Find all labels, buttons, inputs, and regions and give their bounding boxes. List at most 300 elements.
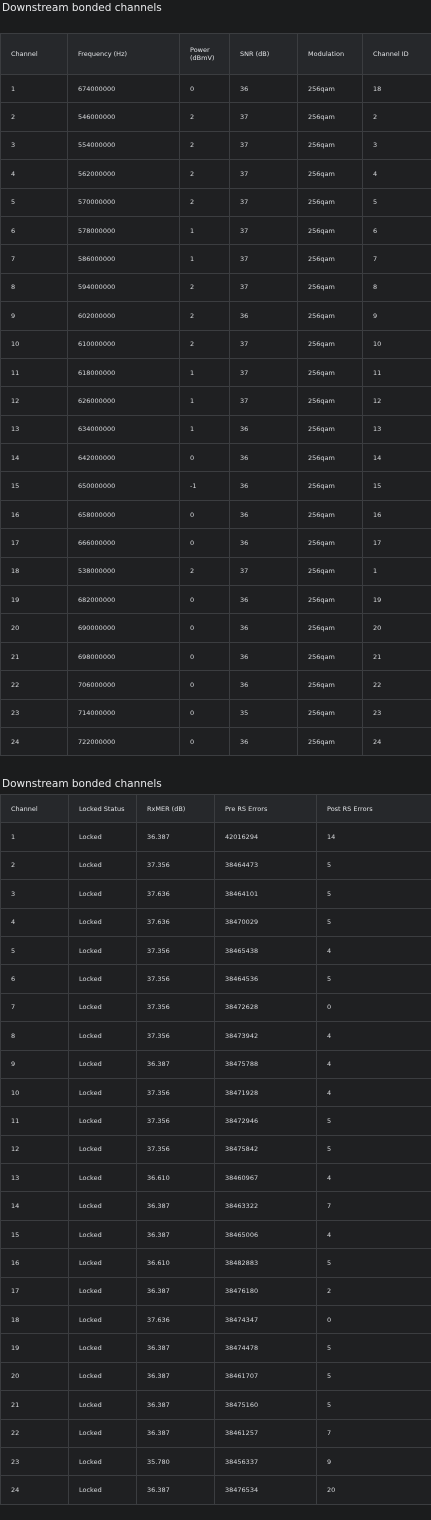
channel-cell: 5 — [1, 936, 69, 964]
modulation-cell: 256qam — [298, 103, 363, 131]
snr-cell: 36 — [230, 444, 298, 472]
snr-cell: 37 — [230, 245, 298, 273]
table-row — [1, 444, 431, 472]
post-rs-errors-cell: 5 — [317, 908, 431, 936]
channel-cell: 8 — [1, 273, 68, 301]
frequency-cell: 610000000 — [68, 330, 180, 358]
power-cell: 0 — [180, 642, 230, 670]
column-header-rxmer: RxMER (dB) — [137, 795, 215, 823]
pre-rs-errors-cell: 38464473 — [215, 851, 317, 879]
channel-id-cell: 5 — [363, 188, 431, 216]
channel-id-cell: 3 — [363, 131, 431, 159]
channel-cell: 17 — [1, 1277, 69, 1305]
modulation-cell: 256qam — [298, 330, 363, 358]
frequency-cell: 658000000 — [68, 500, 180, 528]
frequency-cell: 554000000 — [68, 131, 180, 159]
power-cell: 0 — [180, 529, 230, 557]
snr-cell: 37 — [230, 273, 298, 301]
channel-id-cell: 18 — [363, 75, 431, 103]
frequency-cell: 642000000 — [68, 444, 180, 472]
power-cell: 1 — [180, 415, 230, 443]
pre-rs-errors-cell: 38470029 — [215, 908, 317, 936]
snr-cell: 37 — [230, 358, 298, 386]
modulation-cell: 256qam — [298, 387, 363, 415]
channel-cell: 4 — [1, 160, 68, 188]
snr-cell: 37 — [230, 557, 298, 585]
channel-cell: 2 — [1, 103, 68, 131]
column-header-pre-rs-errors: Pre RS Errors — [215, 795, 317, 823]
post-rs-errors-cell: 20 — [317, 1476, 431, 1504]
channel-id-cell: 22 — [363, 671, 431, 699]
pre-rs-errors-cell: 38460967 — [215, 1164, 317, 1192]
downstream-status-section-title: Downstream bonded channels — [2, 778, 162, 791]
modulation-cell: 256qam — [298, 358, 363, 386]
frequency-cell: 674000000 — [68, 75, 180, 103]
modulation-cell: 256qam — [298, 273, 363, 301]
channel-cell: 2 — [1, 851, 69, 879]
power-cell: 0 — [180, 727, 230, 755]
locked-status-cell: Locked — [69, 993, 137, 1021]
locked-status-cell: Locked — [69, 851, 137, 879]
channel-cell: 21 — [1, 1391, 69, 1419]
snr-cell: 37 — [230, 188, 298, 216]
rxmer-cell: 36.387 — [137, 1050, 215, 1078]
post-rs-errors-cell: 5 — [317, 851, 431, 879]
channel-cell: 14 — [1, 444, 68, 472]
channel-cell: 1 — [1, 75, 68, 103]
power-cell: 0 — [180, 614, 230, 642]
frequency-cell: 626000000 — [68, 387, 180, 415]
column-header-power-label: Power (dBmV) — [190, 46, 215, 62]
table-row — [1, 823, 431, 851]
table-row — [1, 1391, 431, 1419]
power-cell: 2 — [180, 160, 230, 188]
channel-cell: 21 — [1, 642, 68, 670]
channel-cell: 24 — [1, 1476, 69, 1504]
snr-cell: 35 — [230, 699, 298, 727]
channel-id-cell: 16 — [363, 500, 431, 528]
channel-id-cell: 1 — [363, 557, 431, 585]
pre-rs-errors-cell: 38475842 — [215, 1135, 317, 1163]
table-row — [1, 1249, 431, 1277]
locked-status-cell: Locked — [69, 1362, 137, 1390]
post-rs-errors-cell: 9 — [317, 1447, 431, 1475]
channel-cell: 19 — [1, 586, 68, 614]
frequency-cell: 578000000 — [68, 216, 180, 244]
rxmer-cell: 37.636 — [137, 1306, 215, 1334]
rxmer-cell: 36.387 — [137, 1192, 215, 1220]
table-row — [1, 1107, 431, 1135]
rxmer-cell: 37.356 — [137, 993, 215, 1021]
frequency-cell: 650000000 — [68, 472, 180, 500]
pre-rs-errors-cell: 38482883 — [215, 1249, 317, 1277]
locked-status-cell: Locked — [69, 1447, 137, 1475]
power-cell: 2 — [180, 330, 230, 358]
channel-cell: 16 — [1, 500, 68, 528]
channel-cell: 23 — [1, 1447, 69, 1475]
rxmer-cell: 37.356 — [137, 1022, 215, 1050]
channel-cell: 13 — [1, 1164, 69, 1192]
channel-cell: 19 — [1, 1334, 69, 1362]
modulation-cell: 256qam — [298, 614, 363, 642]
pre-rs-errors-cell: 38465006 — [215, 1220, 317, 1248]
post-rs-errors-cell: 5 — [317, 1391, 431, 1419]
channel-id-cell: 19 — [363, 586, 431, 614]
post-rs-errors-cell: 0 — [317, 1306, 431, 1334]
post-rs-errors-cell: 4 — [317, 1050, 431, 1078]
snr-cell: 36 — [230, 671, 298, 699]
rxmer-cell: 37.356 — [137, 1107, 215, 1135]
table-row — [1, 614, 431, 642]
channel-cell: 4 — [1, 908, 69, 936]
channel-cell: 12 — [1, 1135, 69, 1163]
locked-status-cell: Locked — [69, 1391, 137, 1419]
modulation-cell: 256qam — [298, 671, 363, 699]
modulation-cell: 256qam — [298, 586, 363, 614]
frequency-cell: 682000000 — [68, 586, 180, 614]
downstream-channels-table — [0, 33, 431, 756]
channel-cell: 7 — [1, 993, 69, 1021]
channel-cell: 13 — [1, 415, 68, 443]
post-rs-errors-cell: 5 — [317, 1107, 431, 1135]
locked-status-cell: Locked — [69, 936, 137, 964]
modulation-cell: 256qam — [298, 188, 363, 216]
column-header-frequency: Frequency (Hz) — [68, 34, 180, 75]
table-row — [1, 1220, 431, 1248]
locked-status-cell: Locked — [69, 1220, 137, 1248]
locked-status-cell: Locked — [69, 1334, 137, 1362]
channel-id-cell: 15 — [363, 472, 431, 500]
table-row — [1, 1022, 431, 1050]
channel-id-cell: 8 — [363, 273, 431, 301]
table-row — [1, 330, 431, 358]
table-row — [1, 529, 431, 557]
table-row — [1, 908, 431, 936]
locked-status-cell: Locked — [69, 1107, 137, 1135]
locked-status-cell: Locked — [69, 1277, 137, 1305]
channel-cell: 20 — [1, 1362, 69, 1390]
table-row — [1, 387, 431, 415]
post-rs-errors-cell: 7 — [317, 1192, 431, 1220]
table-row — [1, 557, 431, 585]
channel-cell: 18 — [1, 557, 68, 585]
channel-cell: 10 — [1, 1078, 69, 1106]
channel-cell: 16 — [1, 1249, 69, 1277]
locked-status-cell: Locked — [69, 880, 137, 908]
locked-status-cell: Locked — [69, 1135, 137, 1163]
frequency-cell: 634000000 — [68, 415, 180, 443]
channel-id-cell: 4 — [363, 160, 431, 188]
snr-cell: 37 — [230, 103, 298, 131]
pre-rs-errors-cell: 38464536 — [215, 965, 317, 993]
channel-id-cell: 10 — [363, 330, 431, 358]
post-rs-errors-cell: 5 — [317, 1362, 431, 1390]
modulation-cell: 256qam — [298, 500, 363, 528]
table-row — [1, 965, 431, 993]
channel-id-cell: 6 — [363, 216, 431, 244]
locked-status-cell: Locked — [69, 1306, 137, 1334]
power-cell: 0 — [180, 444, 230, 472]
power-cell: 0 — [180, 75, 230, 103]
modulation-cell: 256qam — [298, 699, 363, 727]
snr-cell: 37 — [230, 330, 298, 358]
frequency-cell: 706000000 — [68, 671, 180, 699]
pre-rs-errors-cell: 38476534 — [215, 1476, 317, 1504]
table-row — [1, 1078, 431, 1106]
channel-cell: 9 — [1, 302, 68, 330]
rxmer-cell: 37.356 — [137, 965, 215, 993]
column-header-channel: Channel — [1, 795, 69, 823]
rxmer-cell: 37.356 — [137, 936, 215, 964]
downstream-section-title: Downstream bonded channels — [2, 2, 162, 14]
downstream-status-table — [0, 794, 431, 1504]
channel-cell: 7 — [1, 245, 68, 273]
table-row — [1, 880, 431, 908]
rxmer-cell: 36.387 — [137, 1220, 215, 1248]
frequency-cell: 602000000 — [68, 302, 180, 330]
table-row — [1, 188, 431, 216]
power-cell: 0 — [180, 500, 230, 528]
table-row — [1, 1277, 431, 1305]
table-row — [1, 1135, 431, 1163]
table-row — [1, 1334, 431, 1362]
channel-cell: 1 — [1, 823, 69, 851]
power-cell: -1 — [180, 472, 230, 500]
snr-cell: 37 — [230, 131, 298, 159]
column-header-post-rs-errors: Post RS Errors — [317, 795, 431, 823]
table-row — [1, 358, 431, 386]
channel-id-cell: 17 — [363, 529, 431, 557]
channel-cell: 3 — [1, 880, 69, 908]
table-row — [1, 1476, 431, 1504]
locked-status-cell: Locked — [69, 1050, 137, 1078]
channel-cell: 6 — [1, 216, 68, 244]
frequency-cell: 714000000 — [68, 699, 180, 727]
rxmer-cell: 36.387 — [137, 1476, 215, 1504]
pre-rs-errors-cell: 38475160 — [215, 1391, 317, 1419]
locked-status-cell: Locked — [69, 1192, 137, 1220]
channel-cell: 20 — [1, 614, 68, 642]
channel-id-cell: 20 — [363, 614, 431, 642]
rxmer-cell: 37.356 — [137, 1135, 215, 1163]
channel-cell: 6 — [1, 965, 69, 993]
locked-status-cell: Locked — [69, 1022, 137, 1050]
table-row — [1, 1419, 431, 1447]
modulation-cell: 256qam — [298, 444, 363, 472]
post-rs-errors-cell: 4 — [317, 936, 431, 964]
power-cell: 0 — [180, 671, 230, 699]
rxmer-cell: 36.387 — [137, 1334, 215, 1362]
rxmer-cell: 36.610 — [137, 1164, 215, 1192]
locked-status-cell: Locked — [69, 1419, 137, 1447]
table-row — [1, 103, 431, 131]
locked-status-cell: Locked — [69, 965, 137, 993]
channel-cell: 14 — [1, 1192, 69, 1220]
table-row — [1, 993, 431, 1021]
pre-rs-errors-cell: 38473942 — [215, 1022, 317, 1050]
rxmer-cell: 35.780 — [137, 1447, 215, 1475]
post-rs-errors-cell: 2 — [317, 1277, 431, 1305]
table-row — [1, 1362, 431, 1390]
frequency-cell: 538000000 — [68, 557, 180, 585]
power-cell: 1 — [180, 358, 230, 386]
table-row — [1, 1050, 431, 1078]
table-header-row — [1, 795, 431, 823]
frequency-cell: 546000000 — [68, 103, 180, 131]
snr-cell: 36 — [230, 500, 298, 528]
table-row — [1, 851, 431, 879]
modulation-cell: 256qam — [298, 302, 363, 330]
modulation-cell: 256qam — [298, 642, 363, 670]
frequency-cell: 618000000 — [68, 358, 180, 386]
post-rs-errors-cell: 4 — [317, 1220, 431, 1248]
table-row — [1, 415, 431, 443]
rxmer-cell: 36.387 — [137, 1277, 215, 1305]
snr-cell: 36 — [230, 614, 298, 642]
post-rs-errors-cell: 4 — [317, 1164, 431, 1192]
modulation-cell: 256qam — [298, 216, 363, 244]
table-row — [1, 936, 431, 964]
locked-status-cell: Locked — [69, 1164, 137, 1192]
channel-id-cell: 14 — [363, 444, 431, 472]
table-row — [1, 1164, 431, 1192]
table-row — [1, 1447, 431, 1475]
rxmer-cell: 36.387 — [137, 823, 215, 851]
channel-cell: 15 — [1, 472, 68, 500]
locked-status-cell: Locked — [69, 1249, 137, 1277]
snr-cell: 36 — [230, 75, 298, 103]
power-cell: 2 — [180, 188, 230, 216]
snr-cell: 36 — [230, 472, 298, 500]
post-rs-errors-cell: 4 — [317, 1078, 431, 1106]
pre-rs-errors-cell: 38465438 — [215, 936, 317, 964]
channel-id-cell: 7 — [363, 245, 431, 273]
table-row — [1, 472, 431, 500]
snr-cell: 37 — [230, 387, 298, 415]
frequency-cell: 690000000 — [68, 614, 180, 642]
table-row — [1, 642, 431, 670]
table-row — [1, 1192, 431, 1220]
channel-cell: 10 — [1, 330, 68, 358]
locked-status-cell: Locked — [69, 823, 137, 851]
frequency-cell: 666000000 — [68, 529, 180, 557]
power-cell: 2 — [180, 557, 230, 585]
modulation-cell: 256qam — [298, 131, 363, 159]
post-rs-errors-cell: 5 — [317, 1249, 431, 1277]
table-row — [1, 727, 431, 755]
locked-status-cell: Locked — [69, 1078, 137, 1106]
post-rs-errors-cell: 14 — [317, 823, 431, 851]
power-cell: 1 — [180, 387, 230, 415]
rxmer-cell: 37.636 — [137, 908, 215, 936]
locked-status-cell: Locked — [69, 908, 137, 936]
table-row — [1, 586, 431, 614]
pre-rs-errors-cell: 42016294 — [215, 823, 317, 851]
pre-rs-errors-cell: 38472946 — [215, 1107, 317, 1135]
channel-id-cell: 21 — [363, 642, 431, 670]
pre-rs-errors-cell: 38456337 — [215, 1447, 317, 1475]
post-rs-errors-cell: 5 — [317, 1334, 431, 1362]
rxmer-cell: 36.387 — [137, 1391, 215, 1419]
pre-rs-errors-cell: 38463322 — [215, 1192, 317, 1220]
table-row — [1, 699, 431, 727]
pre-rs-errors-cell: 38475788 — [215, 1050, 317, 1078]
snr-cell: 36 — [230, 586, 298, 614]
snr-cell: 36 — [230, 529, 298, 557]
channel-cell: 22 — [1, 1419, 69, 1447]
pre-rs-errors-cell: 38461707 — [215, 1362, 317, 1390]
rxmer-cell: 36.387 — [137, 1419, 215, 1447]
channel-cell: 18 — [1, 1306, 69, 1334]
channel-cell: 5 — [1, 188, 68, 216]
channel-cell: 22 — [1, 671, 68, 699]
pre-rs-errors-cell: 38471928 — [215, 1078, 317, 1106]
table-row — [1, 1306, 431, 1334]
column-header-channel-id: Channel ID — [363, 34, 431, 75]
column-header-snr: SNR (dB) — [230, 34, 298, 75]
post-rs-errors-cell: 5 — [317, 965, 431, 993]
power-cell: 2 — [180, 273, 230, 301]
frequency-cell: 722000000 — [68, 727, 180, 755]
table-row — [1, 75, 431, 103]
table-header-row — [1, 34, 431, 75]
modulation-cell: 256qam — [298, 415, 363, 443]
table-row — [1, 216, 431, 244]
rxmer-cell: 37.636 — [137, 880, 215, 908]
table-row — [1, 131, 431, 159]
table-row — [1, 500, 431, 528]
frequency-cell: 562000000 — [68, 160, 180, 188]
pre-rs-errors-cell: 38474478 — [215, 1334, 317, 1362]
channel-cell: 24 — [1, 727, 68, 755]
channel-id-cell: 2 — [363, 103, 431, 131]
power-cell: 1 — [180, 216, 230, 244]
frequency-cell: 698000000 — [68, 642, 180, 670]
column-header-channel: Channel — [1, 34, 68, 75]
table-row — [1, 671, 431, 699]
channel-cell: 3 — [1, 131, 68, 159]
table-row — [1, 302, 431, 330]
power-cell: 0 — [180, 586, 230, 614]
snr-cell: 37 — [230, 160, 298, 188]
power-cell: 2 — [180, 302, 230, 330]
frequency-cell: 570000000 — [68, 188, 180, 216]
rxmer-cell: 37.356 — [137, 851, 215, 879]
column-header-locked-status: Locked Status — [69, 795, 137, 823]
locked-status-cell: Locked — [69, 1476, 137, 1504]
post-rs-errors-cell: 5 — [317, 880, 431, 908]
power-cell: 1 — [180, 245, 230, 273]
channel-cell: 17 — [1, 529, 68, 557]
modulation-cell: 256qam — [298, 529, 363, 557]
channel-id-cell: 23 — [363, 699, 431, 727]
power-cell: 2 — [180, 103, 230, 131]
channel-id-cell: 24 — [363, 727, 431, 755]
channel-id-cell: 12 — [363, 387, 431, 415]
channel-cell: 12 — [1, 387, 68, 415]
rxmer-cell: 36.387 — [137, 1362, 215, 1390]
modulation-cell: 256qam — [298, 75, 363, 103]
frequency-cell: 586000000 — [68, 245, 180, 273]
modulation-cell: 256qam — [298, 245, 363, 273]
column-header-modulation: Modulation — [298, 34, 363, 75]
modulation-cell: 256qam — [298, 160, 363, 188]
snr-cell: 36 — [230, 642, 298, 670]
modulation-cell: 256qam — [298, 727, 363, 755]
table-row — [1, 160, 431, 188]
post-rs-errors-cell: 7 — [317, 1419, 431, 1447]
channel-id-cell: 9 — [363, 302, 431, 330]
